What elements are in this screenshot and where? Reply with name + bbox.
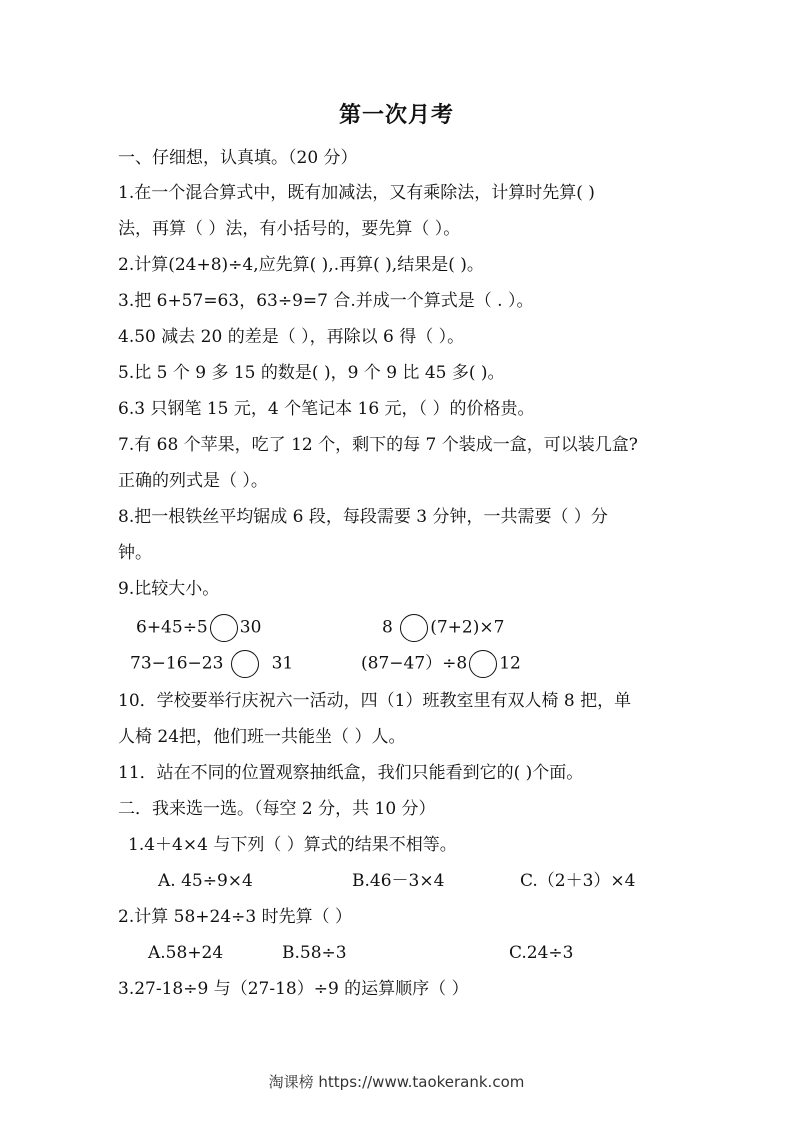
question-7-line-2: 正确的列式是（ ）。	[118, 471, 268, 491]
question-5: 5.比 5 个 9 多 15 的数是( )，9 个 9 比 45 多( )。	[118, 363, 505, 383]
compare-row-2-right	[361, 650, 521, 678]
compare-row-1-right	[382, 614, 504, 642]
question-4: 4.50 减去 20 的差是（ ），再除以 6 得（ ）。	[118, 327, 465, 347]
compare-1-left-expr: 6+45÷5	[136, 617, 208, 638]
question-10-line-1: 10．学校要举行庆祝六一活动，四（1）班教室里有双人椅 8 把，单	[118, 691, 632, 711]
choice-1-option-b: B.46－3×4	[352, 871, 445, 891]
question-1-line-1: 1.在一个混合算式中，既有加减法，又有乘除法，计算时先算( )	[118, 183, 595, 203]
section2-heading: 二．我来选一选。（每空 2 分，共 10 分）	[118, 799, 436, 819]
footer-watermark: 淘课榜 https://www.taokerank.com	[268, 1073, 525, 1091]
page-title: 第一次月考	[338, 103, 454, 128]
question-6: 6.3 只钢笔 15 元，4 个笔记本 16 元，（ ）的价格贵。	[118, 399, 535, 419]
question-8-line-1: 8.把一根铁丝平均锯成 6 段，每段需要 3 分钟，一共需要（ ）分	[118, 507, 608, 527]
choice-1-option-c: C.（2＋3）×4	[520, 871, 636, 891]
compare-circle-1[interactable]	[210, 614, 238, 642]
question-2: 2.计算(24+8)÷4,应先算( ),.再算( ),结果是( )。	[118, 255, 484, 275]
question-8-line-2: 钟。	[118, 543, 152, 563]
compare-3-right-expr: 31	[271, 653, 294, 674]
choice-2-option-b: B.58÷3	[282, 943, 347, 963]
choice-2-option-a: A.58+24	[148, 943, 224, 963]
compare-row-1-left	[136, 614, 261, 642]
choice-question-1: 1.4＋4×4 与下列（ ）算式的结果不相等。	[128, 835, 457, 855]
compare-1-right-expr: 30	[239, 617, 262, 638]
question-3: 3.把 6+57=63，63÷9=7 合.并成一个算式是（ . ）。	[118, 291, 534, 311]
section1-heading: 一、仔细想，认真填。（20 分）	[118, 148, 358, 168]
choice-question-3: 3.27-18÷9 与（27-18）÷9 的运算顺序（ ）	[118, 979, 469, 999]
compare-4-left-expr: (87−47）÷8	[361, 653, 468, 674]
compare-circle-4[interactable]	[469, 650, 497, 678]
question-11: 11．站在不同的位置观察抽纸盒，我们只能看到它的( )个面。	[118, 763, 584, 783]
question-1-line-2: 法，再算（ ）法，有小括号的，要先算（ ）。	[118, 219, 461, 239]
compare-4-right-expr: 12	[499, 653, 521, 674]
choice-2-option-c: C.24÷3	[509, 943, 574, 963]
compare-circle-2[interactable]	[400, 614, 428, 642]
question-7-line-1: 7.有 68 个苹果，吃了 12 个，剩下的每 7 个装成一盒，可以装几盒?	[118, 435, 638, 455]
question-10-line-2: 人椅 24把，他们班一共能坐（ ）人。	[118, 727, 406, 747]
compare-2-left-expr: 8	[382, 617, 393, 638]
compare-row-2-left	[130, 650, 293, 678]
question-9: 9.比较大小。	[118, 579, 220, 599]
compare-3-left-expr: 73−16−23	[130, 653, 224, 674]
compare-circle-3[interactable]	[231, 650, 259, 678]
choice-question-2: 2.计算 58+24÷3 时先算（ ）	[118, 907, 352, 927]
compare-2-right-expr: (7+2)×7	[430, 617, 505, 638]
choice-1-option-a: A. 45÷9×4	[158, 871, 253, 891]
